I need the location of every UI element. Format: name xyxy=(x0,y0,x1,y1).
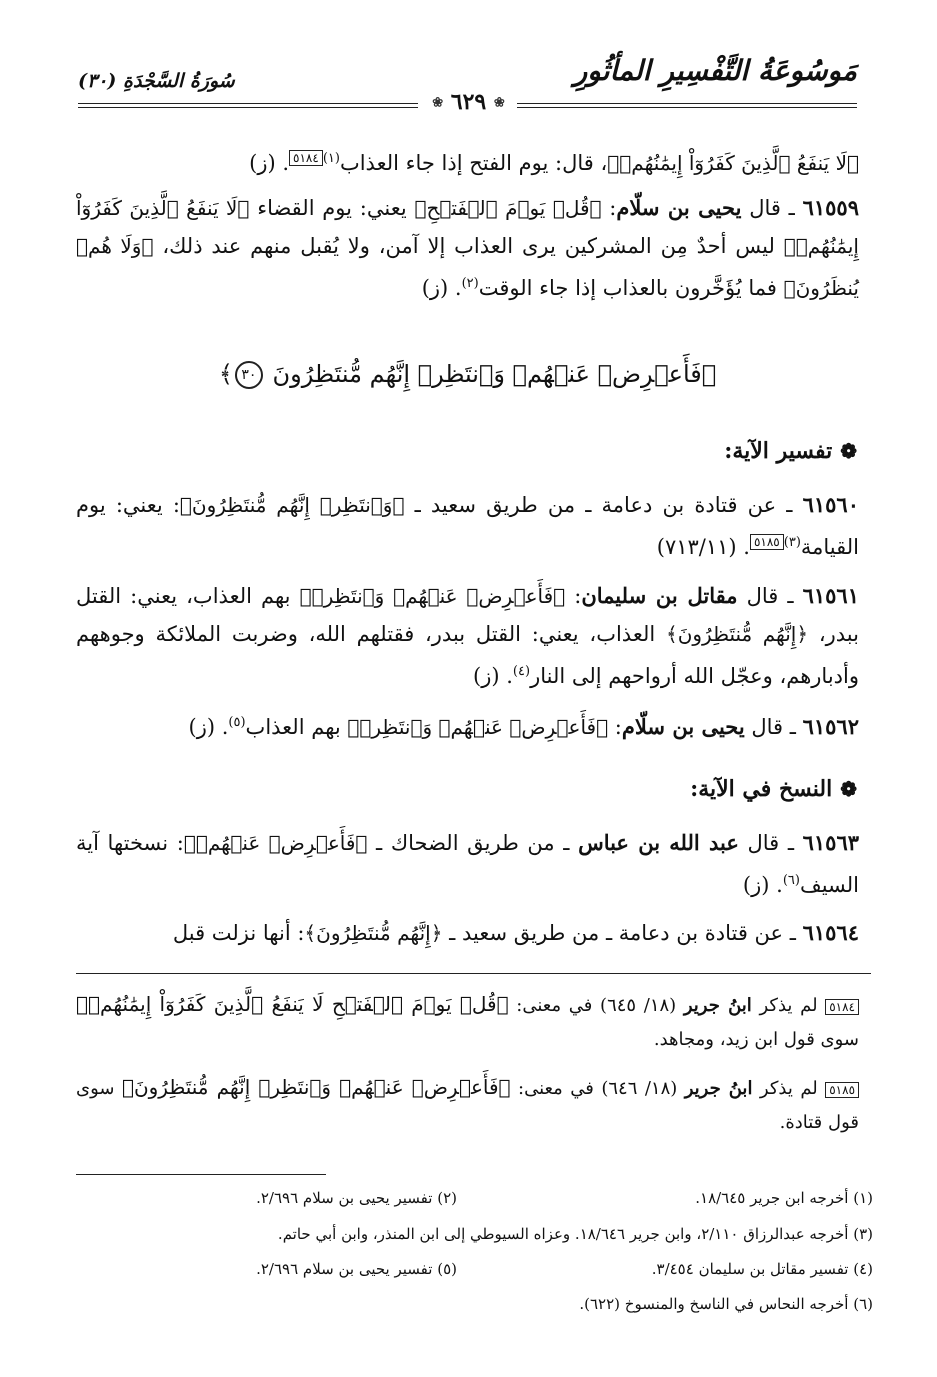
editor-note-5184 xyxy=(76,987,859,1057)
note-number-box: ٥١٨٤ xyxy=(825,999,859,1015)
quran-quote: ﴿لَا يَنفَعُ ٱلَّذِينَ كَفَرُوٓاْ إِيمَٰنُهُمۡ﴾ xyxy=(607,151,859,175)
text: : xyxy=(601,196,617,220)
text: : يعني: يوم القيامة xyxy=(76,493,859,559)
text: . (ز) xyxy=(742,873,783,897)
text: بهم العذاب، يعني: القتل ببدر، xyxy=(76,584,859,646)
narration-number: ٦١٥٦٣ xyxy=(802,830,860,855)
quran-quote: ﴿قُلۡ يَوۡمَ ٱلۡفَتۡحِ لَا يَنفَعُ ٱلَّذِينَ كَفَرُوٓاْ إِيمَٰنُهُمۡ﴾ xyxy=(76,992,509,1016)
narration-61560 xyxy=(76,486,859,566)
narration-61559 xyxy=(76,189,859,307)
text: ـ قال xyxy=(737,584,803,608)
surah-title: سُورَةُ السَّجْدَةِ (٣٠) xyxy=(78,70,235,92)
header-rule-right-2 xyxy=(517,107,857,108)
text: يعني: يوم القضاء xyxy=(249,196,415,220)
text: لم يذكر xyxy=(752,1078,826,1099)
footnotes-separator xyxy=(76,1174,326,1175)
narration-number: ٦١٥٦١ xyxy=(802,583,859,608)
text: (١٨/ ٦٤٥) في معنى: xyxy=(508,995,684,1016)
footnote-ref: (٣) xyxy=(783,535,801,550)
text: العذاب، يعني: القتل ببدر، فقتلهم الله، وضربت الملائكة وجوههم وأدبارهم، وعجّل الله أرواحهم إلى النار xyxy=(76,622,859,688)
text: : xyxy=(565,584,582,608)
page-number: ٦٢٩ xyxy=(450,89,487,115)
text: بهم العذاب xyxy=(245,715,348,739)
text: ـ عن قتادة بن دعامة ـ من طريق سعيد ـ xyxy=(404,493,803,517)
narrator-name: مقاتل بن سليمان xyxy=(581,583,738,608)
text: سوى قول قتادة. xyxy=(76,1078,859,1133)
header-rule-left-2 xyxy=(78,107,418,108)
text: . (٧١٣/١١) xyxy=(656,535,750,559)
note-ref-box: ٥١٨٤ xyxy=(289,150,323,166)
heading-text: النسخ في الآية: xyxy=(690,776,833,802)
narration-61562 xyxy=(76,704,859,746)
book-title: مَوسُوعَةُ التَّفْسِيرِ المأثُورِ xyxy=(573,54,857,87)
text: : أنها نزلت قبل xyxy=(172,921,305,945)
author-name: ابنُ جرير xyxy=(683,995,752,1016)
text: لم يذكر xyxy=(751,995,826,1016)
footnote-ref: (٥) xyxy=(228,715,246,730)
narrator-name: يحيى بن سلّام xyxy=(616,195,742,220)
header-rule-left xyxy=(78,103,418,104)
quran-quote: ﴿قُلۡ يَوۡمَ ٱلۡفَتۡحِ﴾ xyxy=(414,196,602,220)
verse-close: ﴾ xyxy=(218,360,233,388)
text: . (ز) xyxy=(188,715,229,739)
text: فما يُؤَخَّرون بالعذاب إذا جاء الوقت xyxy=(478,276,784,300)
footnote-1: (١) أخرجه ابن جرير ١٨/٦٤٥. xyxy=(695,1189,873,1207)
text: : نسختها آية السيف xyxy=(76,831,859,897)
text: : xyxy=(608,715,622,739)
note-ref-box: ٥١٨٥ xyxy=(750,534,784,550)
quran-quote: ﴿فَأَعۡرِضۡ عَنۡهُمۡ وَٱنتَظِرۡ﴾ xyxy=(299,584,566,608)
ornament-icon: ❀ xyxy=(493,95,505,111)
narration-number: ٦١٥٦٤ xyxy=(802,920,859,945)
quran-quote: ﴿فَأَعۡرِضۡ عَنۡهُمۡ وَٱنتَظِرۡ﴾ xyxy=(347,715,609,739)
narration-61563 xyxy=(76,824,859,904)
paragraph-continuation xyxy=(76,140,859,182)
text: ـ عن قتادة بن دعامة ـ من طريق سعيد ـ xyxy=(442,921,803,945)
notes-separator xyxy=(76,973,871,974)
editor-note-5185 xyxy=(76,1070,859,1140)
verse-text: ﴿فَأَعۡرِضۡ عَنۡهُمۡ وَٱنتَظِرۡ إِنَّهُم مُّنتَظِرُونَ xyxy=(272,360,717,388)
heading-text: تفسير الآية: xyxy=(724,438,833,464)
text: ـ قال xyxy=(744,715,803,739)
quran-quote: ﴿وَلَا هُمۡ يُنظَرُونَ﴾ xyxy=(76,234,859,300)
text: ـ قال xyxy=(741,196,803,220)
text: ليس أحدٌ مِن المشركين يرى العذاب إلا آمن، ولا يُقبل منهم عند ذلك، xyxy=(153,234,784,258)
footnote-ref: (٢) xyxy=(461,276,479,291)
narration-61561 xyxy=(76,577,859,695)
narration-number: ٦١٥٦٠ xyxy=(802,492,859,517)
text: ـ من طريق الضحاك ـ xyxy=(367,831,579,855)
text: ، قال: يوم الفتح إذا جاء العذاب xyxy=(339,151,608,175)
quran-quote: ﴿إِنَّهُم مُّنتَظِرُونَ﴾ xyxy=(304,921,443,945)
footnote-4: (٤) تفسير مقاتل بن سليمان ٣/٤٥٤. xyxy=(651,1260,873,1278)
footnote-ref: (٦) xyxy=(782,873,800,888)
flower-icon: ❁ xyxy=(840,777,857,801)
section-heading-naskh xyxy=(690,776,857,802)
ornament-icon: ❀ xyxy=(432,95,444,111)
narration-number: ٦١٥٥٩ xyxy=(802,195,859,220)
page-number-block xyxy=(418,89,519,115)
text: . (ز) xyxy=(249,151,290,175)
flower-icon: ❁ xyxy=(840,439,857,463)
text: . (ز) xyxy=(473,664,513,688)
quran-quote: ﴿وَٱنتَظِرۡ إِنَّهُم مُّنتَظِرُونَ﴾ xyxy=(179,493,405,517)
header-rule-right xyxy=(517,103,857,104)
verse-display xyxy=(76,360,859,389)
text: (١٨/ ٦٤٦) في معنى: xyxy=(510,1078,685,1099)
text: سوى قول ابن زيد، ومجاهد. xyxy=(653,1029,859,1050)
quran-quote: ﴿لَا يَنفَعُ ٱلَّذِينَ كَفَرُوٓاْ إِيمَٰنُهُمۡ﴾ xyxy=(76,196,859,258)
narrator-name: عبد الله بن عباس xyxy=(578,830,739,855)
narrator-name: يحيى بن سلّام xyxy=(621,714,745,739)
footnote-ref: (٤) xyxy=(512,664,531,679)
text: . (ز) xyxy=(421,276,462,300)
narration-61564 xyxy=(76,914,859,952)
text: ـ قال xyxy=(738,831,803,855)
author-name: ابنُ جرير xyxy=(684,1078,753,1099)
footnote-ref: (١) xyxy=(322,151,340,166)
footnote-2: (٢) تفسير يحيى بن سلام ٢/٦٩٦. xyxy=(256,1189,457,1207)
quran-quote: ﴿فَأَعۡرِضۡ عَنۡهُمۡ وَٱنتَظِرۡ إِنَّهُم مُّنتَظِرُونَ﴾ xyxy=(121,1075,511,1099)
section-heading-tafsir xyxy=(724,438,857,464)
footnote-5: (٥) تفسير يحيى بن سلام ٢/٦٩٦. xyxy=(256,1260,457,1278)
footnote-6: (٦) أخرجه النحاس في الناسخ والمنسوخ (٦٢٢). xyxy=(579,1295,873,1313)
footnote-3: (٣) أخرجه عبدالرزاق ٢/١١٠، وابن جرير ١٨/٦٤٦. وعزاه السيوطي إلى ابن المنذر، وابن أبي حاتم. xyxy=(277,1225,873,1243)
note-number-box: ٥١٨٥ xyxy=(825,1082,859,1098)
narration-number: ٦١٥٦٢ xyxy=(802,714,859,739)
ayah-number-icon: ٣٠ xyxy=(235,361,263,389)
quran-quote: ﴿إِنَّهُم مُّنتَظِرُونَ﴾ xyxy=(665,622,809,646)
quran-quote: ﴿فَأَعۡرِضۡ عَنۡهُمۡ﴾ xyxy=(183,831,368,855)
